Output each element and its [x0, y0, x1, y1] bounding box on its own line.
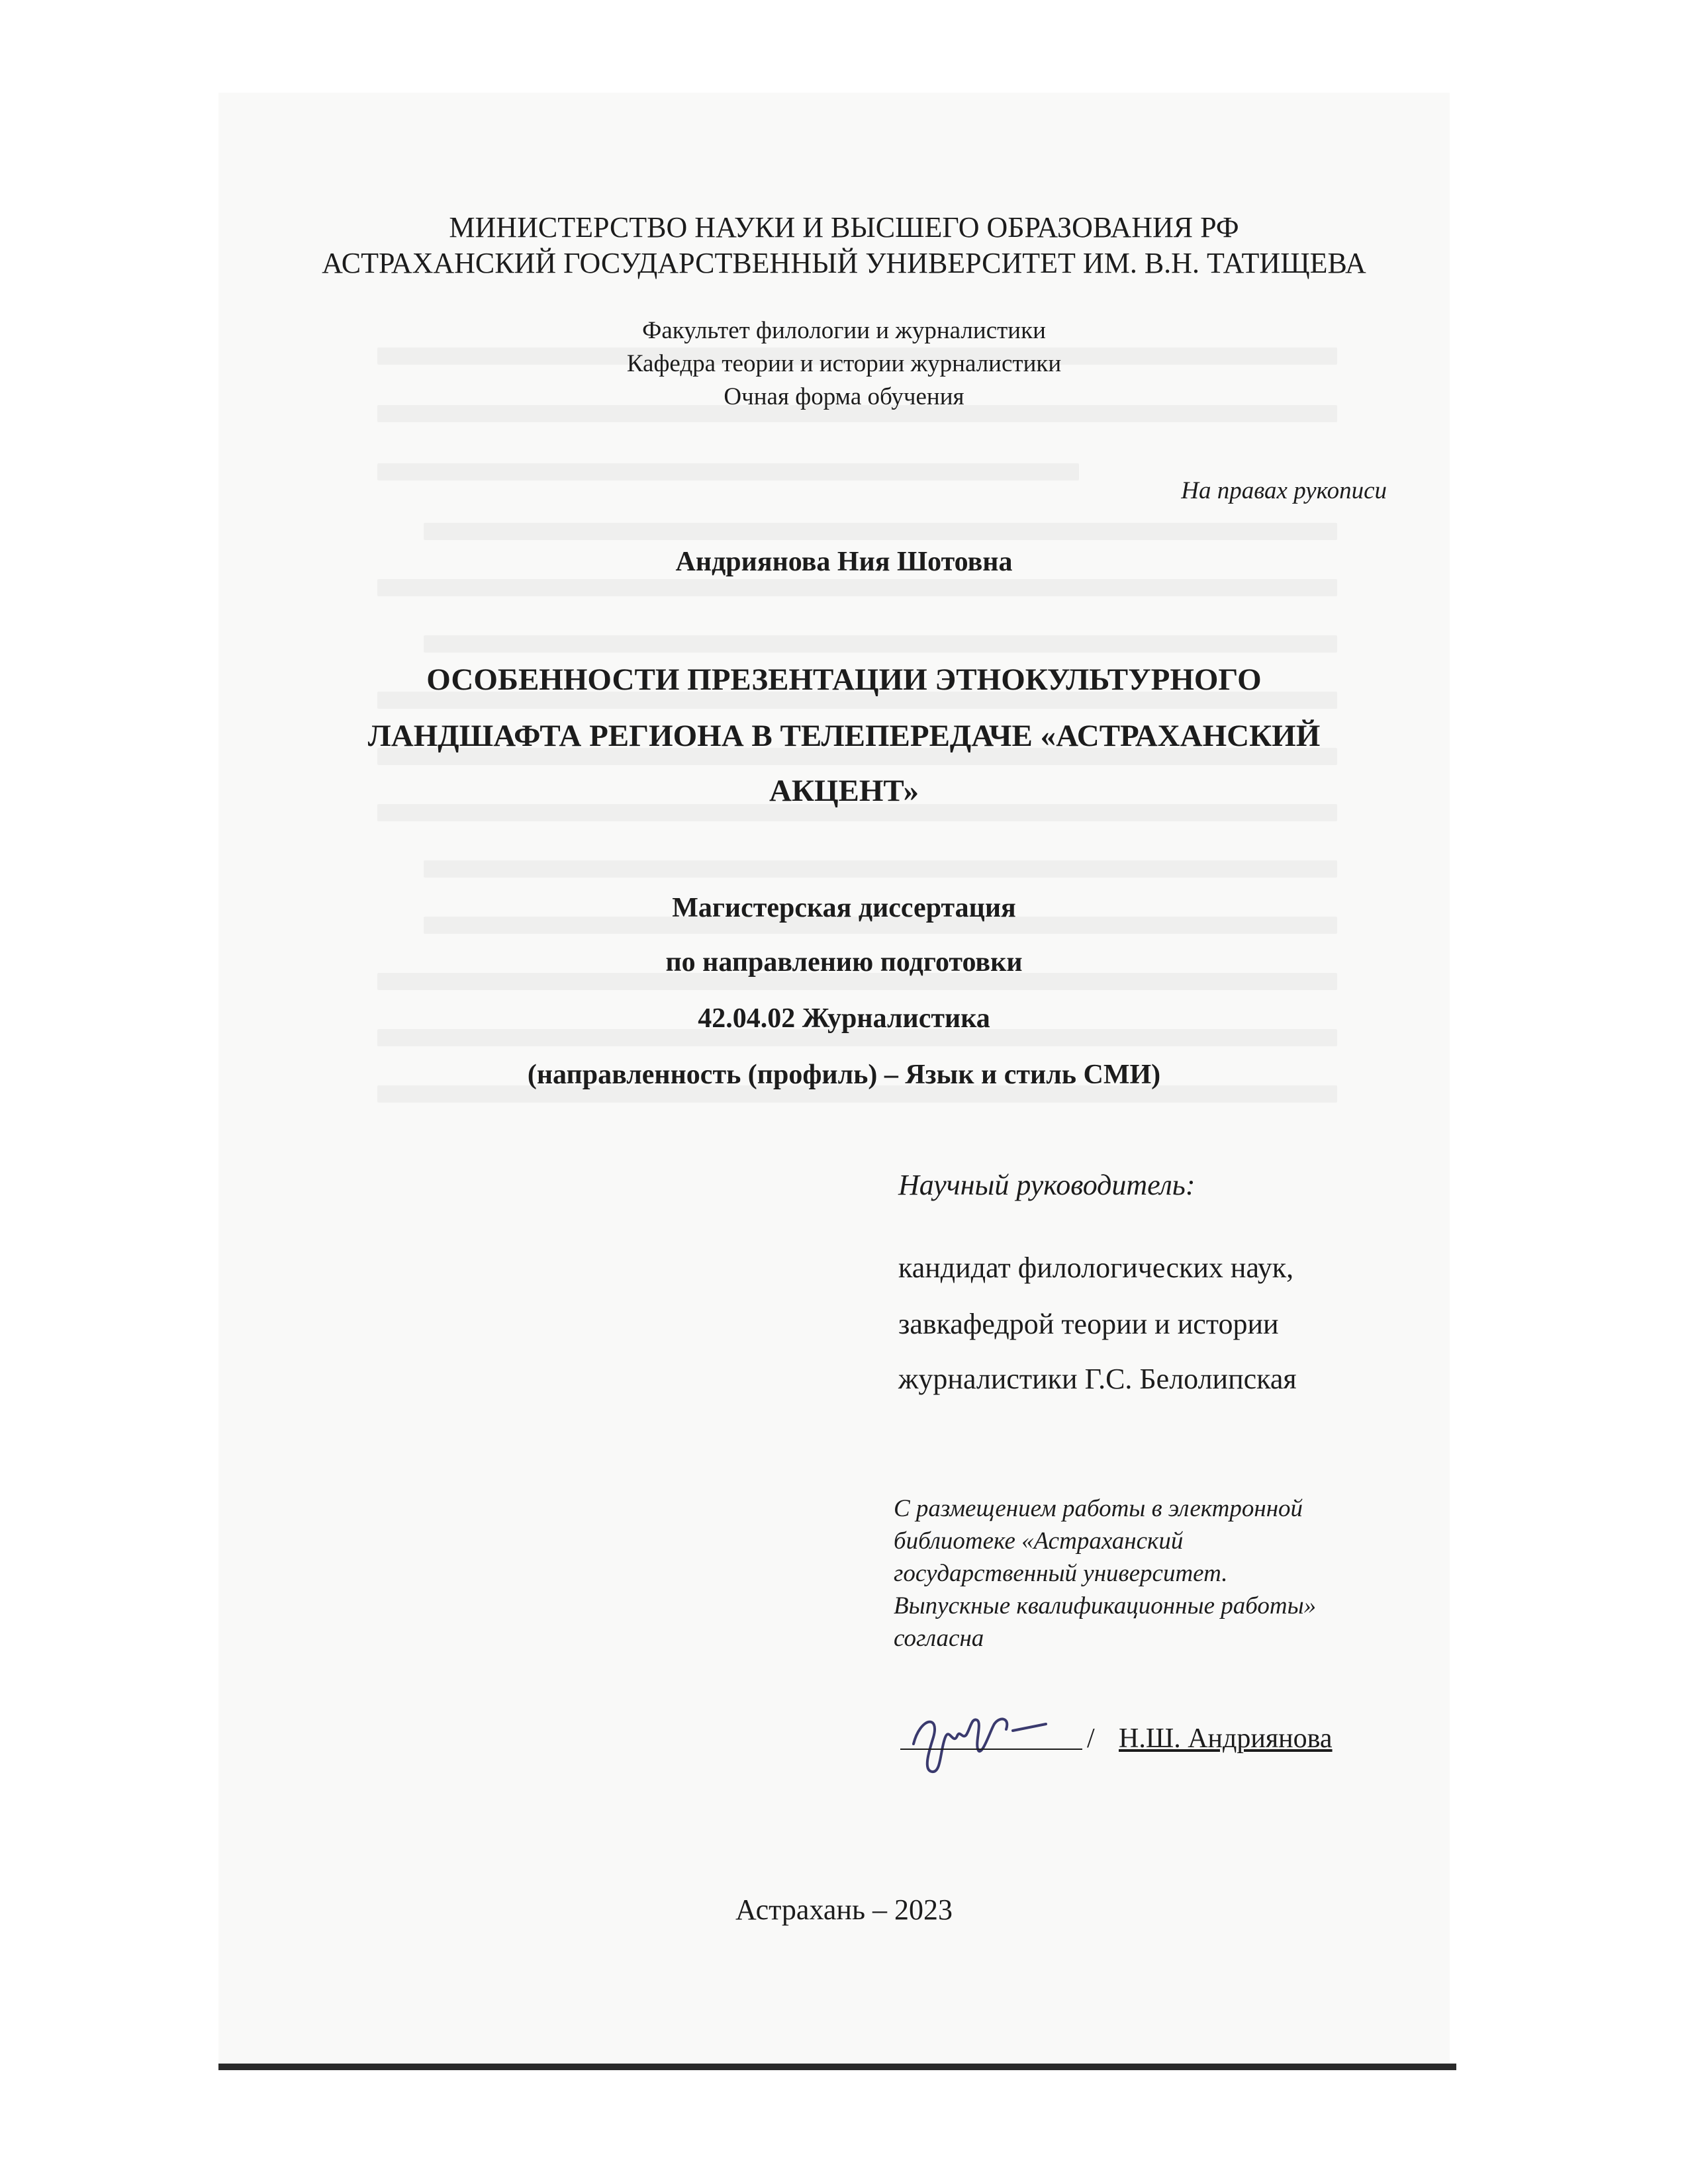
- dissertation-type: Магистерская диссертация: [672, 893, 1016, 923]
- consent-line-1: С размещением работы в электронной: [894, 1495, 1303, 1522]
- consent-line-3: государственный университет.: [894, 1560, 1228, 1587]
- author-name: Андриянова Ния Шотовна: [675, 547, 1013, 577]
- scan-edge-line: [218, 2064, 1456, 2070]
- direction-code: 42.04.02 Журналистика: [698, 1003, 990, 1034]
- supervisor-line-1: кандидат филологических наук,: [898, 1251, 1294, 1284]
- department-line: Кафедра теории и истории журналистики: [626, 350, 1062, 377]
- title-line-2: ЛАНДШАФТА РЕГИОНА В ТЕЛЕПЕРЕДАЧЕ «АСТРАХАНСКИЙ: [367, 719, 1321, 753]
- study-form-line: Очная форма обучения: [724, 383, 964, 410]
- signature-separator: /: [1087, 1723, 1095, 1754]
- faculty-line: Факультет филологии и журналистики: [642, 317, 1046, 344]
- university-line: АСТРАХАНСКИЙ ГОСУДАРСТВЕННЫЙ УНИВЕРСИТЕТ ИМ. В.Н. ТАТИЩЕВА: [322, 247, 1366, 279]
- direction-label: по направлению подготовки: [665, 947, 1023, 978]
- direction-profile: (направленность (профиль) – Язык и стиль СМИ): [527, 1060, 1161, 1090]
- supervisor-line-3: журналистики Г.С. Белолипская: [898, 1363, 1297, 1395]
- consent-line-4: Выпускные квалификационные работы»: [894, 1592, 1317, 1619]
- title-line-3: АКЦЕНТ»: [769, 774, 919, 808]
- title-line-1: ОСОБЕННОСТИ ПРЕЗЕНТАЦИИ ЭТНОКУЛЬТУРНОГО: [426, 662, 1262, 697]
- handwritten-signature: [894, 1698, 1086, 1777]
- supervisor-line-2: завкафедрой теории и истории: [898, 1308, 1279, 1340]
- signatory-name: Н.Ш. Андриянова: [1119, 1723, 1333, 1754]
- supervisor-label: Научный руководитель:: [898, 1169, 1196, 1201]
- consent-line-2: библиотеке «Астраханский: [894, 1527, 1184, 1555]
- signature-row: [894, 1698, 1357, 1777]
- city-year: Астрахань – 2023: [735, 1893, 953, 1926]
- ministry-line: МИНИСТЕРСТВО НАУКИ И ВЫСШЕГО ОБРАЗОВАНИЯ РФ: [449, 211, 1239, 244]
- consent-block: [894, 1492, 1316, 1655]
- rights-note: На правах рукописи: [1181, 477, 1387, 504]
- consent-line-5: согласна: [894, 1625, 984, 1652]
